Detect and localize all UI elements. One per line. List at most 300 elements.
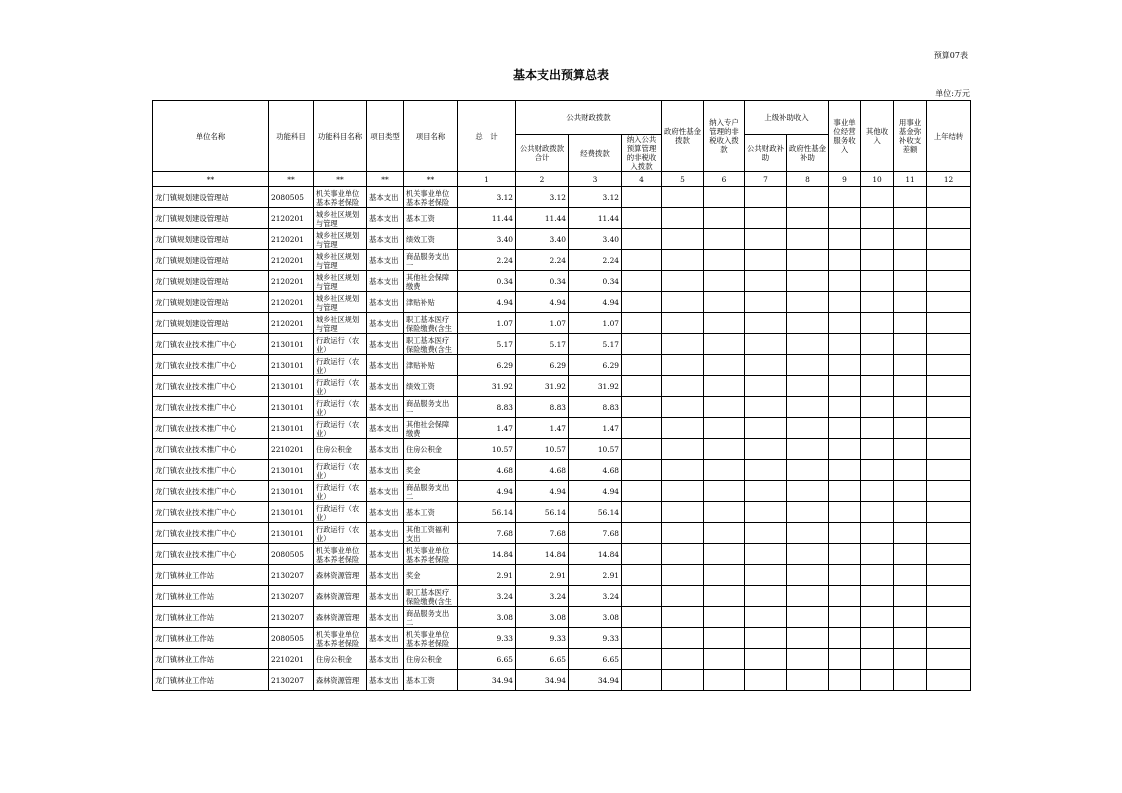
func-name-cell-text: 行政运行（农业） <box>316 524 360 542</box>
empty-cell <box>745 565 787 586</box>
empty-cell <box>894 670 927 691</box>
project-name-cell <box>404 418 458 439</box>
project-name-cell-text: 津贴补贴 <box>406 360 435 370</box>
empty-cell <box>704 250 745 271</box>
type-cell: 基本支出 <box>367 376 404 397</box>
empty-cell <box>704 565 745 586</box>
empty-cell <box>662 271 704 292</box>
empty-cell <box>787 355 829 376</box>
project-name-cell-text: 商品服务支出一 <box>406 398 450 416</box>
unit-cell: 龙门镇农业技术推广中心 <box>153 376 269 397</box>
header-gov-fund: 政府性基金拨款 <box>662 101 704 172</box>
table-row <box>153 334 971 355</box>
func-name-cell-text: 城乡社区规划与管理 <box>316 272 360 290</box>
project-name-cell-text: 其他工资福利支出 <box>406 524 450 542</box>
empty-cell <box>745 187 787 208</box>
table-row <box>153 586 971 607</box>
empty-cell <box>927 271 971 292</box>
empty-cell <box>745 628 787 649</box>
empty-cell <box>745 670 787 691</box>
project-name-cell <box>404 670 458 691</box>
empty-cell <box>861 565 894 586</box>
empty-cell <box>927 565 971 586</box>
empty-cell <box>829 418 861 439</box>
index-cell: ** <box>367 172 404 187</box>
func-name-cell <box>314 334 367 355</box>
empty-cell <box>745 502 787 523</box>
empty-cell <box>704 292 745 313</box>
empty-cell <box>787 502 829 523</box>
empty-cell <box>622 397 662 418</box>
empty-cell <box>894 229 927 250</box>
index-cell: 12 <box>927 172 971 187</box>
empty-cell <box>704 397 745 418</box>
empty-cell <box>861 481 894 502</box>
empty-cell <box>704 439 745 460</box>
index-cell: 6 <box>704 172 745 187</box>
table-row <box>153 250 971 271</box>
empty-cell <box>787 376 829 397</box>
func-name-cell <box>314 376 367 397</box>
empty-cell <box>861 250 894 271</box>
code-cell: 2080505 <box>269 544 314 565</box>
table-row <box>153 544 971 565</box>
func-name-cell <box>314 271 367 292</box>
empty-cell <box>894 565 927 586</box>
empty-cell <box>622 586 662 607</box>
func-name-cell <box>314 502 367 523</box>
empty-cell <box>787 649 829 670</box>
func-name-cell-text: 城乡社区规划与管理 <box>316 293 360 311</box>
table-row <box>153 649 971 670</box>
func-name-cell <box>314 292 367 313</box>
code-cell: 2080505 <box>269 628 314 649</box>
empty-cell <box>745 355 787 376</box>
total-cell: 14.84 <box>458 544 516 565</box>
total-cell: 3.40 <box>458 229 516 250</box>
empty-cell <box>745 439 787 460</box>
empty-cell <box>829 187 861 208</box>
empty-cell <box>622 565 662 586</box>
empty-cell <box>704 187 745 208</box>
public-finance-total-cell: 3.24 <box>516 586 569 607</box>
empty-cell <box>745 229 787 250</box>
empty-cell <box>622 523 662 544</box>
index-cell: ** <box>269 172 314 187</box>
empty-cell <box>861 439 894 460</box>
table-row <box>153 355 971 376</box>
code-cell: 2130207 <box>269 607 314 628</box>
empty-cell <box>622 544 662 565</box>
func-name-cell-text: 行政运行（农业） <box>316 503 360 521</box>
type-cell: 基本支出 <box>367 397 404 418</box>
func-name-cell-text: 行政运行（农业） <box>316 461 360 479</box>
empty-cell <box>745 208 787 229</box>
form-number: 预算07表 <box>933 51 968 60</box>
empty-cell <box>829 313 861 334</box>
table-row <box>153 481 971 502</box>
project-name-cell <box>404 376 458 397</box>
project-name-cell <box>404 460 458 481</box>
empty-cell <box>704 481 745 502</box>
index-cell: 10 <box>861 172 894 187</box>
type-cell: 基本支出 <box>367 670 404 691</box>
empty-cell <box>622 418 662 439</box>
empty-cell <box>861 208 894 229</box>
operating-cell: 0.34 <box>569 271 622 292</box>
index-row <box>153 172 971 187</box>
func-name-cell-text: 森林资源管理 <box>316 612 360 622</box>
operating-cell: 10.57 <box>569 439 622 460</box>
operating-cell: 4.68 <box>569 460 622 481</box>
index-cell: 7 <box>745 172 787 187</box>
empty-cell <box>662 460 704 481</box>
func-name-cell-text: 行政运行（农业） <box>316 419 360 437</box>
empty-cell <box>662 586 704 607</box>
empty-cell <box>787 439 829 460</box>
table-row <box>153 229 971 250</box>
public-finance-total-cell: 5.17 <box>516 334 569 355</box>
operating-cell: 6.65 <box>569 649 622 670</box>
public-finance-total-cell: 4.68 <box>516 460 569 481</box>
empty-cell <box>861 397 894 418</box>
table-row <box>153 607 971 628</box>
empty-cell <box>622 187 662 208</box>
operating-cell: 14.84 <box>569 544 622 565</box>
code-cell: 2130101 <box>269 418 314 439</box>
type-cell: 基本支出 <box>367 502 404 523</box>
empty-cell <box>829 607 861 628</box>
header-total: 总 计 <box>458 101 516 172</box>
public-finance-total-cell: 31.92 <box>516 376 569 397</box>
project-name-cell <box>404 607 458 628</box>
project-name-cell-text: 职工基本医疗保险缴费(含生 <box>406 587 452 605</box>
empty-cell <box>704 229 745 250</box>
index-cell: 2 <box>516 172 569 187</box>
func-name-cell-text: 行政运行（农业） <box>316 377 360 395</box>
empty-cell <box>704 607 745 628</box>
operating-cell: 3.12 <box>569 187 622 208</box>
code-cell: 2120201 <box>269 208 314 229</box>
project-name-cell-text: 其他社会保障缴费 <box>406 272 450 290</box>
empty-cell <box>829 355 861 376</box>
empty-cell <box>662 250 704 271</box>
operating-cell: 4.94 <box>569 481 622 502</box>
unit-cell: 龙门镇农业技术推广中心 <box>153 544 269 565</box>
project-name-cell <box>404 565 458 586</box>
type-cell: 基本支出 <box>367 607 404 628</box>
empty-cell <box>829 523 861 544</box>
unit-cell: 龙门镇林业工作站 <box>153 565 269 586</box>
func-name-cell <box>314 523 367 544</box>
empty-cell <box>704 355 745 376</box>
project-name-cell <box>404 586 458 607</box>
total-cell: 1.07 <box>458 313 516 334</box>
public-finance-total-cell: 14.84 <box>516 544 569 565</box>
empty-cell <box>704 586 745 607</box>
code-cell: 2210201 <box>269 439 314 460</box>
unit-cell: 龙门镇林业工作站 <box>153 586 269 607</box>
project-name-cell-text: 职工基本医疗保险缴费(含生 <box>406 335 452 353</box>
empty-cell <box>662 502 704 523</box>
empty-cell <box>787 397 829 418</box>
code-cell: 2130101 <box>269 376 314 397</box>
project-name-cell <box>404 187 458 208</box>
empty-cell <box>927 544 971 565</box>
empty-cell <box>927 355 971 376</box>
empty-cell <box>662 187 704 208</box>
empty-cell <box>662 649 704 670</box>
table-row <box>153 565 971 586</box>
total-cell: 4.94 <box>458 481 516 502</box>
operating-cell: 4.94 <box>569 292 622 313</box>
empty-cell <box>861 292 894 313</box>
empty-cell <box>829 586 861 607</box>
header-project-type: 项目类型 <box>367 101 404 172</box>
empty-cell <box>662 670 704 691</box>
empty-cell <box>861 229 894 250</box>
func-name-cell <box>314 439 367 460</box>
empty-cell <box>704 208 745 229</box>
empty-cell <box>861 187 894 208</box>
type-cell: 基本支出 <box>367 565 404 586</box>
func-name-cell <box>314 481 367 502</box>
empty-cell <box>745 376 787 397</box>
unit-cell: 龙门镇规划建设管理站 <box>153 250 269 271</box>
project-name-cell <box>404 523 458 544</box>
operating-cell: 34.94 <box>569 670 622 691</box>
code-cell: 2130101 <box>269 397 314 418</box>
index-cell: ** <box>153 172 269 187</box>
project-name-cell-text: 机关事业单位基本养老保险 <box>406 545 450 563</box>
empty-cell <box>894 481 927 502</box>
project-name-cell <box>404 229 458 250</box>
header-business-income: 事业单位经营服务收入 <box>829 101 861 172</box>
empty-cell <box>704 376 745 397</box>
empty-cell <box>704 334 745 355</box>
unit-cell: 龙门镇农业技术推广中心 <box>153 481 269 502</box>
index-cell: 3 <box>569 172 622 187</box>
code-cell: 2130101 <box>269 460 314 481</box>
empty-cell <box>662 628 704 649</box>
empty-cell <box>704 271 745 292</box>
index-cell: ** <box>404 172 458 187</box>
unit-label: 单位:万元 <box>935 89 970 98</box>
empty-cell <box>894 607 927 628</box>
empty-cell <box>745 544 787 565</box>
empty-cell <box>861 544 894 565</box>
unit-cell: 龙门镇规划建设管理站 <box>153 271 269 292</box>
table-row <box>153 418 971 439</box>
unit-cell: 龙门镇规划建设管理站 <box>153 313 269 334</box>
empty-cell <box>927 586 971 607</box>
empty-cell <box>622 229 662 250</box>
empty-cell <box>861 502 894 523</box>
empty-cell <box>861 376 894 397</box>
empty-cell <box>927 418 971 439</box>
project-name-cell <box>404 292 458 313</box>
func-name-cell-text: 森林资源管理 <box>316 591 360 601</box>
empty-cell <box>894 271 927 292</box>
empty-cell <box>662 439 704 460</box>
empty-cell <box>662 355 704 376</box>
project-name-cell-text: 机关事业单位基本养老保险 <box>406 188 450 206</box>
func-name-cell-text: 城乡社区规划与管理 <box>316 251 360 269</box>
empty-cell <box>662 313 704 334</box>
empty-cell <box>745 397 787 418</box>
operating-cell: 9.33 <box>569 628 622 649</box>
project-name-cell-text: 商品服务支出二 <box>406 482 450 500</box>
empty-cell <box>745 418 787 439</box>
func-name-cell-text: 城乡社区规划与管理 <box>316 209 360 227</box>
unit-cell: 龙门镇规划建设管理站 <box>153 208 269 229</box>
public-finance-total-cell: 7.68 <box>516 523 569 544</box>
operating-cell: 7.68 <box>569 523 622 544</box>
operating-cell: 3.24 <box>569 586 622 607</box>
empty-cell <box>787 250 829 271</box>
empty-cell <box>861 670 894 691</box>
empty-cell <box>704 523 745 544</box>
func-name-cell <box>314 313 367 334</box>
header-operating: 经费拨款 <box>569 135 622 172</box>
func-name-cell-text: 森林资源管理 <box>316 675 360 685</box>
func-name-cell-text: 行政运行（农业） <box>316 482 360 500</box>
empty-cell <box>787 418 829 439</box>
empty-cell <box>704 460 745 481</box>
func-name-cell <box>314 586 367 607</box>
table-row <box>153 502 971 523</box>
empty-cell <box>662 397 704 418</box>
unit-cell: 龙门镇林业工作站 <box>153 670 269 691</box>
operating-cell: 1.07 <box>569 313 622 334</box>
header-special-mgmt: 纳入专户管理的非税收入拨款 <box>704 101 745 172</box>
func-name-cell <box>314 649 367 670</box>
header-other-income: 其他收入 <box>861 101 894 172</box>
empty-cell <box>787 628 829 649</box>
empty-cell <box>861 271 894 292</box>
type-cell: 基本支出 <box>367 208 404 229</box>
func-name-cell <box>314 607 367 628</box>
empty-cell <box>894 250 927 271</box>
project-name-cell <box>404 628 458 649</box>
empty-cell <box>894 418 927 439</box>
empty-cell <box>927 460 971 481</box>
empty-cell <box>927 376 971 397</box>
empty-cell <box>829 376 861 397</box>
header-unit-name: 单位名称 <box>153 101 269 172</box>
project-name-cell <box>404 544 458 565</box>
empty-cell <box>662 229 704 250</box>
total-cell: 2.24 <box>458 250 516 271</box>
unit-cell: 龙门镇农业技术推广中心 <box>153 334 269 355</box>
empty-cell <box>927 628 971 649</box>
total-cell: 6.65 <box>458 649 516 670</box>
table-row <box>153 670 971 691</box>
table-row <box>153 439 971 460</box>
empty-cell <box>829 208 861 229</box>
func-name-cell <box>314 544 367 565</box>
empty-cell <box>894 355 927 376</box>
type-cell: 基本支出 <box>367 481 404 502</box>
operating-cell: 3.40 <box>569 229 622 250</box>
func-name-cell-text: 行政运行（农业） <box>316 356 360 374</box>
empty-cell <box>829 250 861 271</box>
empty-cell <box>662 544 704 565</box>
project-name-cell <box>404 208 458 229</box>
empty-cell <box>787 271 829 292</box>
empty-cell <box>787 334 829 355</box>
empty-cell <box>622 271 662 292</box>
empty-cell <box>622 607 662 628</box>
empty-cell <box>787 607 829 628</box>
empty-cell <box>829 439 861 460</box>
empty-cell <box>745 292 787 313</box>
table-row <box>153 187 971 208</box>
empty-cell <box>829 649 861 670</box>
total-cell: 4.68 <box>458 460 516 481</box>
empty-cell <box>894 397 927 418</box>
table-row <box>153 397 971 418</box>
empty-cell <box>894 523 927 544</box>
public-finance-total-cell: 9.33 <box>516 628 569 649</box>
public-finance-total-cell: 4.94 <box>516 481 569 502</box>
empty-cell <box>829 271 861 292</box>
public-finance-total-cell: 6.65 <box>516 649 569 670</box>
project-name-cell-text: 基本工资 <box>406 213 435 223</box>
unit-cell: 龙门镇农业技术推广中心 <box>153 502 269 523</box>
empty-cell <box>622 355 662 376</box>
empty-cell <box>894 502 927 523</box>
func-name-cell-text: 森林资源管理 <box>316 570 360 580</box>
empty-cell <box>829 334 861 355</box>
empty-cell <box>894 292 927 313</box>
func-name-cell <box>314 208 367 229</box>
empty-cell <box>927 649 971 670</box>
empty-cell <box>787 187 829 208</box>
total-cell: 9.33 <box>458 628 516 649</box>
func-name-cell <box>314 187 367 208</box>
operating-cell: 31.92 <box>569 376 622 397</box>
code-cell: 2130207 <box>269 565 314 586</box>
code-cell: 2120201 <box>269 229 314 250</box>
empty-cell <box>927 502 971 523</box>
table-row <box>153 313 971 334</box>
type-cell: 基本支出 <box>367 418 404 439</box>
empty-cell <box>927 208 971 229</box>
project-name-cell <box>404 397 458 418</box>
empty-cell <box>787 229 829 250</box>
empty-cell <box>787 313 829 334</box>
total-cell: 10.57 <box>458 439 516 460</box>
public-finance-total-cell: 10.57 <box>516 439 569 460</box>
table-row <box>153 208 971 229</box>
header-public-finance-total: 公共财政拨款合计 <box>516 135 569 172</box>
code-cell: 2120201 <box>269 250 314 271</box>
type-cell: 基本支出 <box>367 292 404 313</box>
table-row <box>153 271 971 292</box>
total-cell: 56.14 <box>458 502 516 523</box>
empty-cell <box>927 439 971 460</box>
index-cell: 5 <box>662 172 704 187</box>
empty-cell <box>787 544 829 565</box>
header-func-code: 功能科目 <box>269 101 314 172</box>
empty-cell <box>745 586 787 607</box>
table-row <box>153 292 971 313</box>
type-cell: 基本支出 <box>367 313 404 334</box>
table-row <box>153 460 971 481</box>
public-finance-total-cell: 1.47 <box>516 418 569 439</box>
empty-cell <box>829 481 861 502</box>
